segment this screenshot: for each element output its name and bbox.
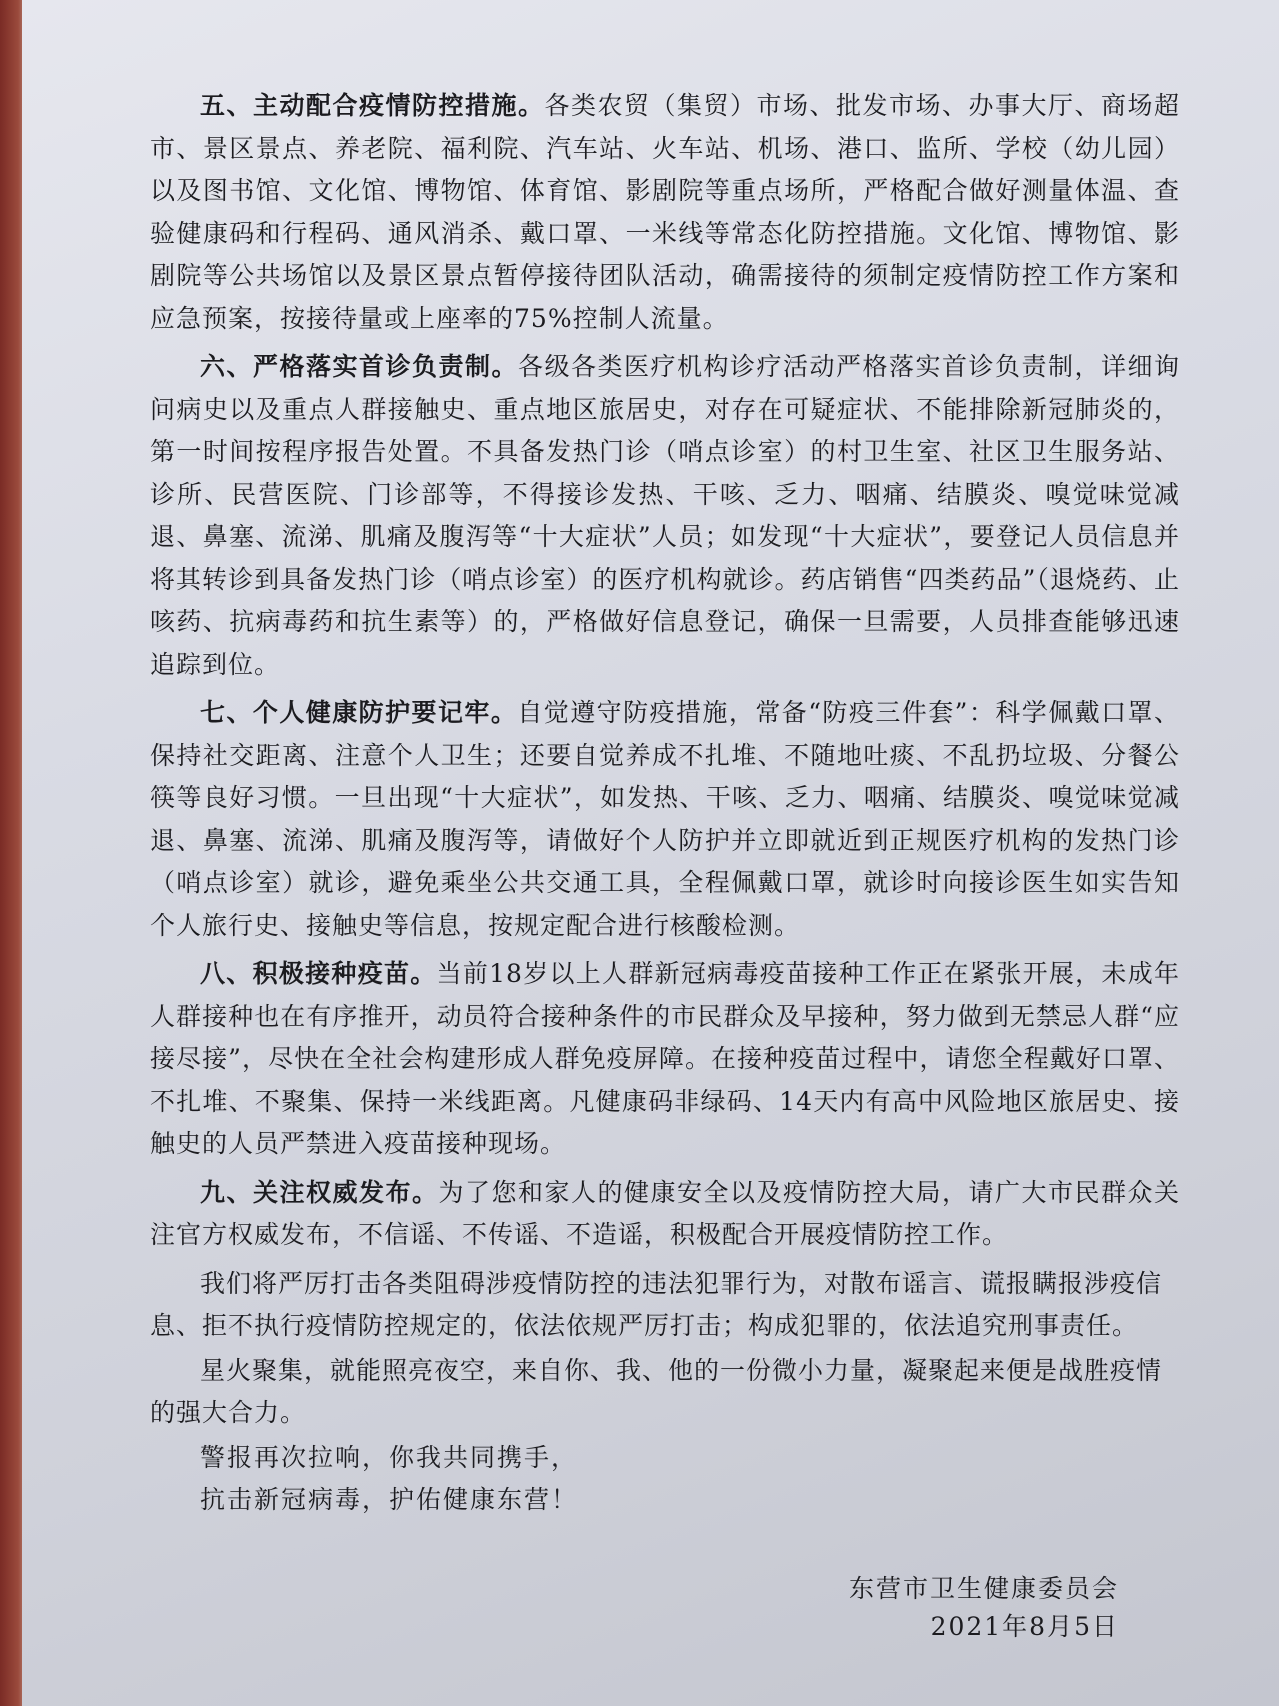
section-6: [150, 346, 1180, 686]
issue-date: 2021年8月5日: [930, 1612, 1119, 1641]
section-9: [150, 1172, 1180, 1257]
section-text: 当前18岁以上人群新冠病毒疫苗接种工作正在紧张开展，未成年人群接种也在有序推开，动员符合接种条件的市民群众及早接种，努力做到无禁忌人群“应接尽接”，尽快在全社会构建形成人群免疫屏障。在接种疫苗过程中，请您全程戴好口罩、不扎堆、不聚集、保持一米线距离。凡健康码非绿码、14天内有高中风险地区旅居史、接触史的人员严禁进入疫苗接种现场。: [150, 959, 1180, 1158]
document-body: [150, 85, 1180, 1521]
issuer-name: 东营市卫生健康委员会: [848, 1574, 1119, 1603]
section-heading: 九、关注权威发布。: [200, 1177, 439, 1207]
closing-paragraph: 星火聚集，就能照亮夜空，来自你、我、他的一份微小力量，凝聚起来便是战胜疫情的强大合力。: [150, 1355, 1163, 1427]
section-text: 自觉遵守防疫措施，常备“防疫三件套”：科学佩戴口罩、保持社交距离、注意个人卫生；还要自觉养成不扎堆、不随地吐痰、不乱扔垃圾、分餐公筷等良好习惯。一旦出现“十大症状”，如发热、干咳、乏力、咽痛、结膜炎、嗅觉味觉减退、鼻塞、流涕、肌痛及腹泻等，请做好个人防护并立即就近到正规医疗机构的发热门诊（哨点诊室）就诊，避免乘坐公共交通工具，全程佩戴口罩，就诊时向接诊医生如实告知个人旅行史、接触史等信息，按规定配合进行核酸检测。: [150, 698, 1180, 940]
closing-paragraph: 我们将严厉打击各类阻碍涉疫情防控的违法犯罪行为，对散布谣言、谎报瞒报涉疫信息、拒不执行疫情防控规定的，依法依规严厉打击；构成犯罪的，依法追究刑事责任。: [150, 1268, 1163, 1340]
section-text: 各类农贸（集贸）市场、批发市场、办事大厅、商场超市、景区景点、养老院、福利院、汽车站、火车站、机场、港口、监所、学校（幼儿园）以及图书馆、文化馆、博物馆、体育馆、影剧院等重点场所，严格配合做好测量体温、查验健康码和行程码、通风消杀、戴口罩、一米线等常态化防控措施。文化馆、博物馆、影剧院等公共场馆以及景区景点暂停接待团队活动，确需接待的须制定疫情防控工作方案和应急预案，按接待量或上座率的75%控制人流量。: [150, 91, 1180, 333]
section-8: [150, 953, 1180, 1166]
section-text: 各级各类医疗机构诊疗活动严格落实首诊负责制，详细询问病史以及重点人群接触史、重点地区旅居史，对存在可疑症状、不能排除新冠肺炎的，第一时间按程序报告处置。不具备发热门诊（哨点诊室）的村卫生室、社区卫生服务站、诊所、民营医院、门诊部等，不得接诊发热、干咳、乏力、咽痛、结膜炎、嗅觉味觉减退、鼻塞、流涕、肌痛及腹泻等“十大症状”人员；如发现“十大症状”，要登记人员信息并将其转诊到具备发热门诊（哨点诊室）的医疗机构就诊。药店销售“四类药品”（退烧药、止咳药、抗病毒药和抗生素等）的，严格做好信息登记，确保一旦需要，人员排查能够迅速追踪到位。: [150, 352, 1180, 679]
slogan-line: 警报再次拉响，你我共同携手，: [200, 1442, 579, 1472]
section-text: 为了您和家人的健康安全以及疫情防控大局，请广大市民群众关注官方权威发布，不信谣、不传谣、不造谣，积极配合开展疫情防控工作。: [150, 1177, 1180, 1249]
section-heading: 八、积极接种疫苗。: [200, 959, 437, 988]
section-5: [150, 85, 1180, 340]
section-heading: 五、主动配合疫情防控措施。: [200, 91, 545, 120]
section-7: [150, 692, 1180, 947]
section-heading: 七、个人健康防护要记牢。: [200, 698, 518, 727]
section-heading: 六、严格落实首诊负责制。: [200, 352, 518, 381]
slogan-line: 抗击新冠病毒，护佑健康东营！: [200, 1484, 579, 1514]
signature-block: [849, 1570, 1119, 1646]
